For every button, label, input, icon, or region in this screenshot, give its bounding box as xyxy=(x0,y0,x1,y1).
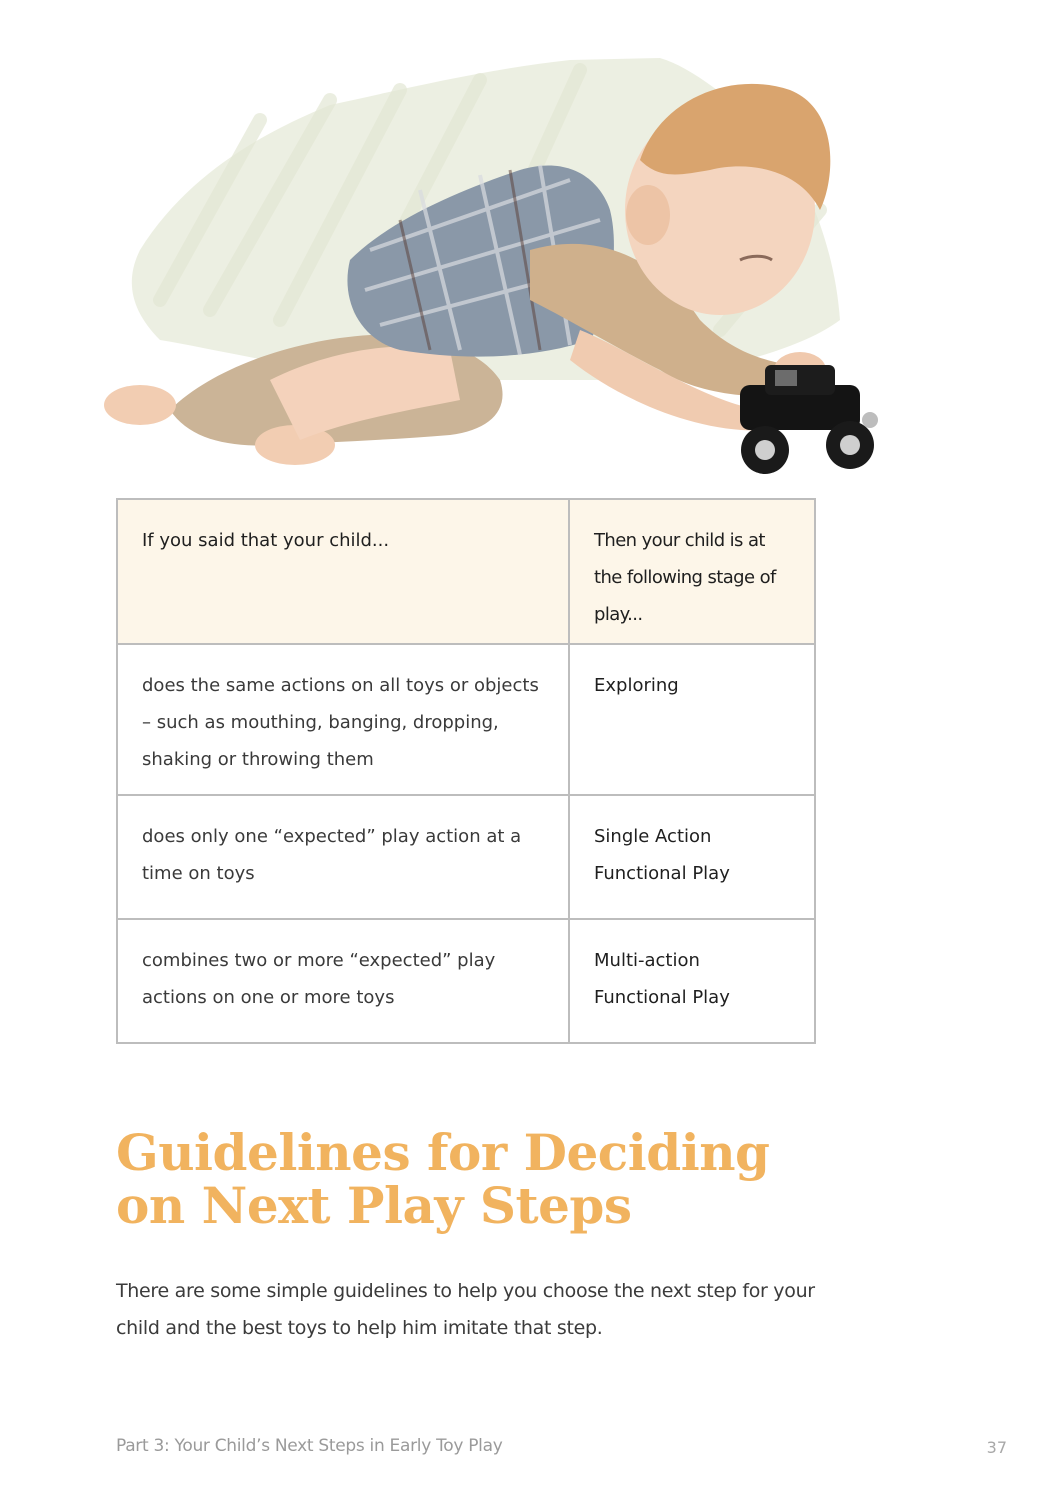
section-heading-line-2: on Next Play Steps xyxy=(116,1176,632,1235)
section-heading-line-1: Guidelines for Deciding xyxy=(116,1123,770,1182)
page-number: 37 xyxy=(986,1438,1007,1457)
hero-illustration xyxy=(100,50,900,490)
behavior-cell: does only one “expected” play action at a time on toys xyxy=(117,795,569,919)
section-heading xyxy=(116,1123,876,1235)
stage-cell: Multi-action Functional Play xyxy=(569,919,815,1043)
table-row xyxy=(117,644,815,795)
header-play-stage: Then your child is at the following stage of play... xyxy=(569,499,815,644)
play-stages-table xyxy=(116,498,816,1044)
table-header-row xyxy=(117,499,815,644)
behavior-cell: combines two or more “expected” play actions on one or more toys xyxy=(117,919,569,1043)
section-body: There are some simple guidelines to help you choose the next step for your child and the best toys to help him imitate that step. xyxy=(116,1280,815,1339)
table-row xyxy=(117,919,815,1043)
footer-chapter-title: Part 3: Your Child’s Next Steps in Early Toy Play xyxy=(116,1436,503,1456)
stage-cell: Exploring xyxy=(569,644,815,795)
stage-cell: Single Action Functional Play xyxy=(569,795,815,919)
header-child-behavior: If you said that your child... xyxy=(117,499,569,644)
table-row xyxy=(117,795,815,919)
behavior-cell: does the same actions on all toys or objects – such as mouthing, banging, dropping, shaking or throwing them xyxy=(117,644,569,795)
